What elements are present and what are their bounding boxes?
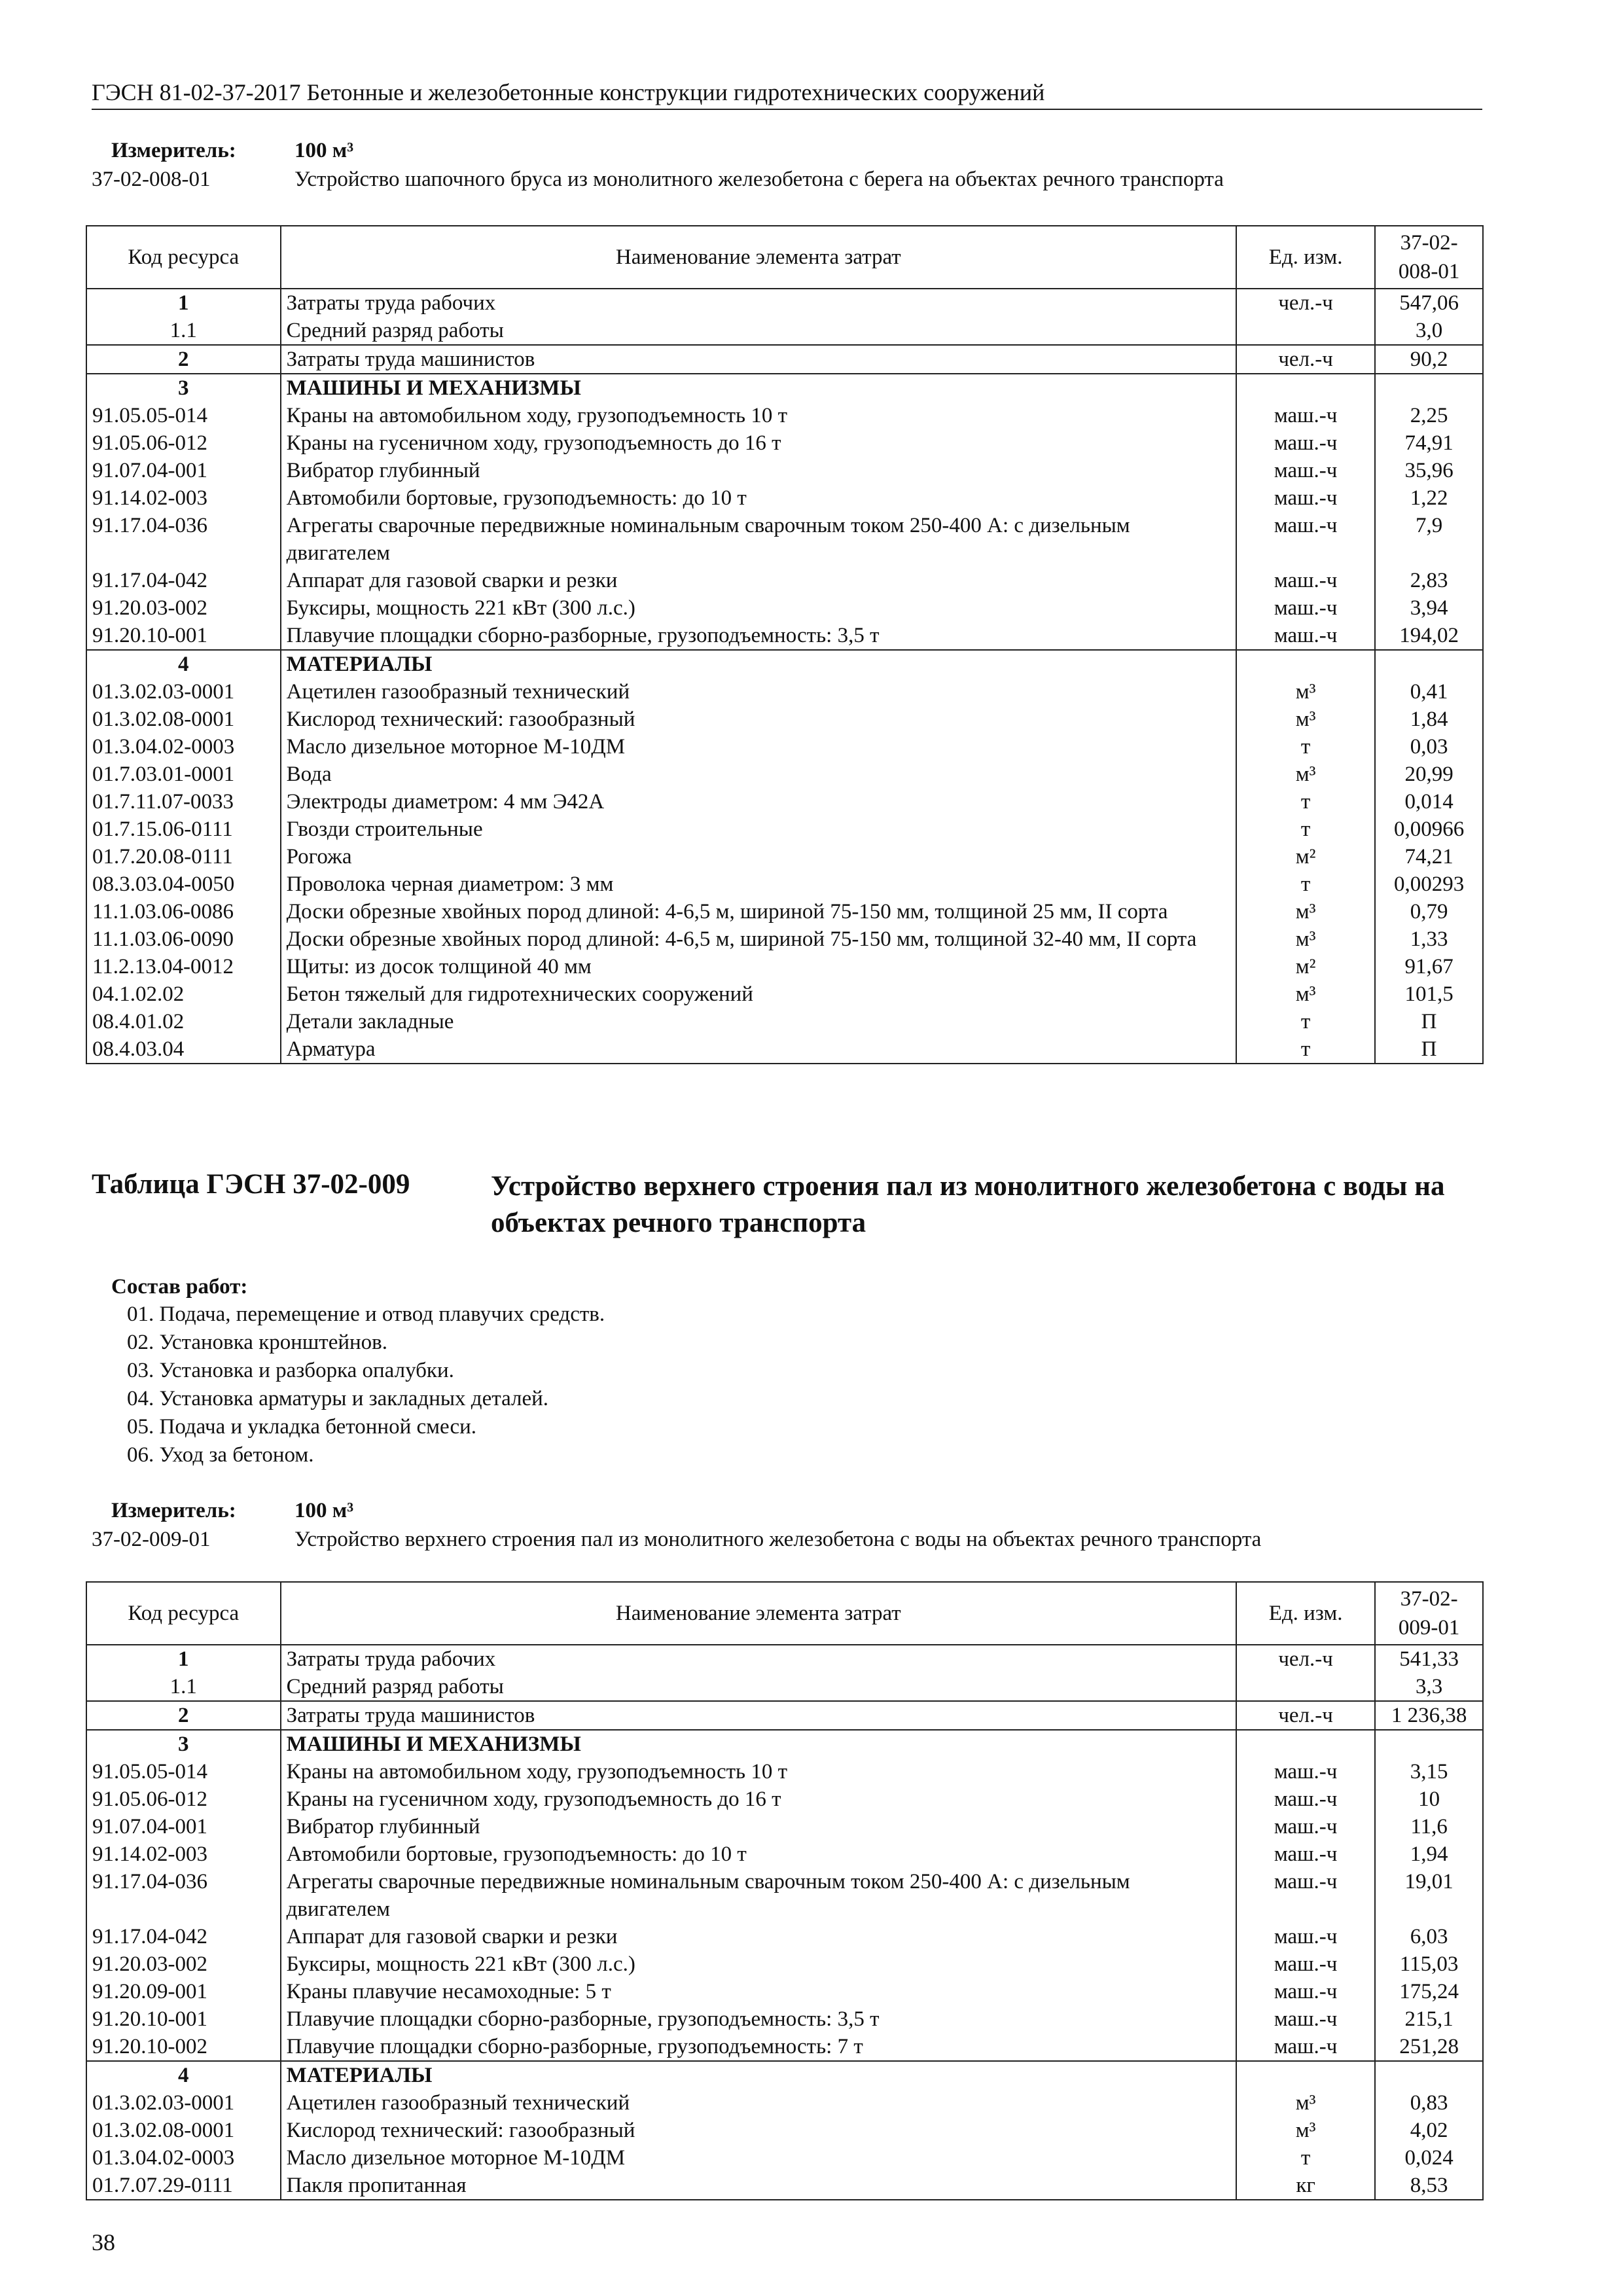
resource-name: Агрегаты сварочные передвижные номинальным сварочным током 250-400 А: с дизельным двигателем — [281, 1868, 1236, 1923]
resource-unit: чел.-ч — [1236, 1701, 1375, 1730]
resource-value: 0,79 — [1375, 898, 1483, 925]
resource-value: 1,94 — [1375, 1840, 1483, 1868]
resource-value: 3,3 — [1375, 1673, 1483, 1701]
col-header-name: Наименование элемента затрат — [281, 1582, 1236, 1645]
resource-unit: т — [1236, 733, 1375, 761]
resource-unit: маш.-ч — [1236, 1840, 1375, 1868]
meter-value: 100 м³ — [294, 139, 354, 162]
resource-unit: т — [1236, 816, 1375, 843]
resource-unit: чел.-ч — [1236, 345, 1375, 374]
resource-unit: маш.-ч — [1236, 402, 1375, 429]
resource-unit: маш.-ч — [1236, 1978, 1375, 2005]
resource-name: Средний разряд работы — [281, 1673, 1236, 1701]
resource-code: 08.4.01.02 — [86, 1008, 281, 1035]
resource-unit: м³ — [1236, 678, 1375, 706]
resource-name: Масло дизельное моторное М-10ДМ — [281, 733, 1236, 761]
resource-name: Гвозди строительные — [281, 816, 1236, 843]
table-row — [86, 2144, 1483, 2172]
resource-unit — [1236, 1730, 1375, 1758]
table-row — [86, 1758, 1483, 1785]
resource-code: 08.4.03.04 — [86, 1035, 281, 1064]
table-row — [86, 1730, 1483, 1758]
norm-description: Устройство верхнего строения пал из монолитного железобетона с воды на объектах речного транспорта — [294, 1528, 1262, 1551]
resource-value — [1375, 2061, 1483, 2089]
resource-code: 91.14.02-003 — [86, 484, 281, 512]
table-row — [86, 345, 1483, 374]
resource-code: 01.7.11.07-0033 — [86, 788, 281, 816]
resource-value: 547,06 — [1375, 289, 1483, 317]
resource-code: 1 — [86, 1645, 281, 1673]
norm-code: 37-02-008-01 — [92, 168, 211, 191]
col-header-norm: 37-02-008-01 — [1375, 226, 1483, 289]
resource-value: 175,24 — [1375, 1978, 1483, 2005]
resource-value: 91,67 — [1375, 953, 1483, 980]
resource-unit: м³ — [1236, 898, 1375, 925]
resource-name: Проволока черная диаметром: 3 мм — [281, 870, 1236, 898]
resource-value: 74,21 — [1375, 843, 1483, 870]
resource-value — [1375, 650, 1483, 678]
table-row — [86, 980, 1483, 1008]
resource-name: Автомобили бортовые, грузоподъемность: до 10 т — [281, 1840, 1236, 1868]
resource-unit — [1236, 650, 1375, 678]
col-header-code: Код ресурса — [86, 1582, 281, 1645]
table-row — [86, 898, 1483, 925]
resource-code: 01.3.04.02-0003 — [86, 2144, 281, 2172]
resource-table-1 — [86, 225, 1484, 1064]
resource-unit: м³ — [1236, 2089, 1375, 2117]
col-header-code: Код ресурса — [86, 226, 281, 289]
resource-value: 215,1 — [1375, 2005, 1483, 2033]
resource-code: 91.20.10-001 — [86, 622, 281, 650]
resource-value: 101,5 — [1375, 980, 1483, 1008]
resource-code: 91.17.04-042 — [86, 1923, 281, 1950]
table-row — [86, 429, 1483, 457]
resource-name: Автомобили бортовые, грузоподъемность: до 10 т — [281, 484, 1236, 512]
resource-name: Щиты: из досок толщиной 40 мм — [281, 953, 1236, 980]
resource-code: 1 — [86, 289, 281, 317]
resource-unit: т — [1236, 788, 1375, 816]
resource-value: 3,94 — [1375, 594, 1483, 622]
table-row — [86, 1950, 1483, 1978]
resource-code: 91.20.03-002 — [86, 1950, 281, 1978]
table-row — [86, 1813, 1483, 1840]
resource-value: П — [1375, 1008, 1483, 1035]
table-row — [86, 512, 1483, 567]
resource-name: Вибратор глубинный — [281, 1813, 1236, 1840]
table-row — [86, 289, 1483, 317]
work-item: 01. Подача, перемещение и отвод плавучих средств. — [127, 1302, 605, 1326]
resource-name: Плавучие площадки сборно-разборные, грузоподъемность: 3,5 т — [281, 622, 1236, 650]
resource-value: 11,6 — [1375, 1813, 1483, 1840]
resource-code: 91.05.05-014 — [86, 402, 281, 429]
resource-value: П — [1375, 1035, 1483, 1064]
table-row — [86, 953, 1483, 980]
resource-value: 541,33 — [1375, 1645, 1483, 1673]
resource-name: Краны на гусеничном ходу, грузоподъемность до 16 т — [281, 1785, 1236, 1813]
table-row — [86, 2117, 1483, 2144]
resource-unit: маш.-ч — [1236, 2033, 1375, 2061]
table-row — [86, 870, 1483, 898]
resource-value: 6,03 — [1375, 1923, 1483, 1950]
resource-code: 01.7.20.08-0111 — [86, 843, 281, 870]
resource-name: Детали закладные — [281, 1008, 1236, 1035]
table-row — [86, 1923, 1483, 1950]
norm-code: 37-02-009-01 — [92, 1528, 211, 1551]
work-item: 02. Установка кронштейнов. — [127, 1331, 388, 1354]
resource-value: 0,03 — [1375, 733, 1483, 761]
resource-code: 91.05.06-012 — [86, 1785, 281, 1813]
resource-code: 91.20.10-001 — [86, 2005, 281, 2033]
table-row — [86, 1008, 1483, 1035]
resource-unit: маш.-ч — [1236, 1785, 1375, 1813]
resource-value: 74,91 — [1375, 429, 1483, 457]
resource-name: Доски обрезные хвойных пород длиной: 4-6,5 м, шириной 75-150 мм, толщиной 25 мм, II сорта — [281, 898, 1236, 925]
resource-name: МАШИНЫ И МЕХАНИЗМЫ — [281, 1730, 1236, 1758]
resource-name: Краны на гусеничном ходу, грузоподъемность до 16 т — [281, 429, 1236, 457]
resource-name: МАТЕРИАЛЫ — [281, 2061, 1236, 2089]
meter-label: Измеритель: — [111, 1499, 236, 1522]
resource-value: 2,83 — [1375, 567, 1483, 594]
resource-unit: маш.-ч — [1236, 1868, 1375, 1923]
resource-unit: т — [1236, 2144, 1375, 2172]
table-row — [86, 650, 1483, 678]
resource-name: Вода — [281, 761, 1236, 788]
resource-value: 1,84 — [1375, 706, 1483, 733]
resource-name: Арматура — [281, 1035, 1236, 1064]
resource-code: 91.20.03-002 — [86, 594, 281, 622]
resource-unit: м³ — [1236, 761, 1375, 788]
resource-unit: маш.-ч — [1236, 1923, 1375, 1950]
resource-value: 2,25 — [1375, 402, 1483, 429]
resource-code: 11.2.13.04-0012 — [86, 953, 281, 980]
table-row — [86, 1701, 1483, 1730]
resource-value: 0,024 — [1375, 2144, 1483, 2172]
table-row — [86, 678, 1483, 706]
table-row — [86, 374, 1483, 402]
resource-code: 91.14.02-003 — [86, 1840, 281, 1868]
resource-value — [1375, 374, 1483, 402]
resource-unit: м² — [1236, 843, 1375, 870]
resource-unit: маш.-ч — [1236, 1758, 1375, 1785]
resource-name: Пакля пропитанная — [281, 2172, 1236, 2200]
resource-value: 8,53 — [1375, 2172, 1483, 2200]
resource-code: 4 — [86, 650, 281, 678]
resource-code: 91.07.04-001 — [86, 457, 281, 484]
resource-name: Затраты труда рабочих — [281, 1645, 1236, 1673]
resource-code: 01.7.15.06-0111 — [86, 816, 281, 843]
table-row — [86, 2005, 1483, 2033]
resource-code: 01.7.03.01-0001 — [86, 761, 281, 788]
resource-code: 91.17.04-042 — [86, 567, 281, 594]
resource-name: Затраты труда машинистов — [281, 1701, 1236, 1730]
resource-value: 251,28 — [1375, 2033, 1483, 2061]
resource-name: Кислород технический: газообразный — [281, 706, 1236, 733]
table-row — [86, 706, 1483, 733]
resource-code: 91.05.06-012 — [86, 429, 281, 457]
resource-unit: маш.-ч — [1236, 1950, 1375, 1978]
resource-value: 194,02 — [1375, 622, 1483, 650]
resource-unit: маш.-ч — [1236, 622, 1375, 650]
norm-description: Устройство шапочного бруса из монолитного железобетона с берега на объектах речного транспорта — [294, 168, 1224, 191]
resource-name: Кислород технический: газообразный — [281, 2117, 1236, 2144]
resource-name: Масло дизельное моторное М-10ДМ — [281, 2144, 1236, 2172]
table-row — [86, 2172, 1483, 2200]
resource-name: Агрегаты сварочные передвижные номинальным сварочным током 250-400 А: с дизельным двигателем — [281, 512, 1236, 567]
table-row — [86, 816, 1483, 843]
resource-name: Средний разряд работы — [281, 317, 1236, 345]
resource-unit: маш.-ч — [1236, 2005, 1375, 2033]
resource-name: Краны плавучие несамоходные: 5 т — [281, 1978, 1236, 2005]
resource-value: 0,41 — [1375, 678, 1483, 706]
resource-unit — [1236, 374, 1375, 402]
meter-value: 100 м³ — [294, 1499, 354, 1522]
resource-name: Плавучие площадки сборно-разборные, грузоподъемность: 7 т — [281, 2033, 1236, 2061]
resource-name: Затраты труда машинистов — [281, 345, 1236, 374]
table-title-name: Устройство верхнего строения пал из монолитного железобетона с воды на объектах речного транспорта — [491, 1171, 1445, 1238]
resource-name: МАТЕРИАЛЫ — [281, 650, 1236, 678]
col-header-norm: 37-02-009-01 — [1375, 1582, 1483, 1645]
resource-unit: т — [1236, 1008, 1375, 1035]
resource-code: 1.1 — [86, 317, 281, 345]
col-header-unit: Ед. изм. — [1236, 226, 1375, 289]
resource-name: Ацетилен газообразный технический — [281, 678, 1236, 706]
resource-name: Краны на автомобильном ходу, грузоподъемность 10 т — [281, 402, 1236, 429]
col-header-unit: Ед. изм. — [1236, 1582, 1375, 1645]
table-row — [86, 1035, 1483, 1064]
resource-name: Ацетилен газообразный технический — [281, 2089, 1236, 2117]
resource-code: 4 — [86, 2061, 281, 2089]
resource-code: 91.17.04-036 — [86, 512, 281, 567]
resource-value: 4,02 — [1375, 2117, 1483, 2144]
resource-name: Доски обрезные хвойных пород длиной: 4-6,5 м, шириной 75-150 мм, толщиной 32-40 мм, II сорта — [281, 925, 1236, 953]
table-row — [86, 2089, 1483, 2117]
table-row — [86, 1868, 1483, 1923]
table-title-code: Таблица ГЭСН 37-02-009 — [92, 1169, 410, 1200]
resource-unit — [1236, 1673, 1375, 1701]
resource-value: 3,0 — [1375, 317, 1483, 345]
table-row — [86, 788, 1483, 816]
work-composition — [111, 1273, 605, 1469]
resource-unit: маш.-ч — [1236, 429, 1375, 457]
resource-value: 20,99 — [1375, 761, 1483, 788]
resource-name: Рогожа — [281, 843, 1236, 870]
resource-code: 2 — [86, 1701, 281, 1730]
resource-name: Бетон тяжелый для гидротехнических сооружений — [281, 980, 1236, 1008]
page-number: 38 — [92, 2229, 115, 2255]
table-row — [86, 457, 1483, 484]
table-row — [86, 567, 1483, 594]
resource-code: 91.05.05-014 — [86, 1758, 281, 1785]
table-row — [86, 594, 1483, 622]
resource-code: 3 — [86, 374, 281, 402]
resource-unit: м³ — [1236, 925, 1375, 953]
resource-value: 1 236,38 — [1375, 1701, 1483, 1730]
resource-code: 01.3.02.08-0001 — [86, 2117, 281, 2144]
resource-unit: маш.-ч — [1236, 1813, 1375, 1840]
table-row — [86, 1840, 1483, 1868]
resource-code: 91.20.10-002 — [86, 2033, 281, 2061]
resource-unit — [1236, 2061, 1375, 2089]
resource-code: 91.07.04-001 — [86, 1813, 281, 1840]
resource-name: Буксиры, мощность 221 кВт (300 л.с.) — [281, 1950, 1236, 1978]
resource-code: 2 — [86, 345, 281, 374]
resource-unit: м³ — [1236, 706, 1375, 733]
resource-unit: маш.-ч — [1236, 484, 1375, 512]
table-row — [86, 1673, 1483, 1701]
resource-value: 35,96 — [1375, 457, 1483, 484]
resource-unit: т — [1236, 870, 1375, 898]
resource-code: 04.1.02.02 — [86, 980, 281, 1008]
resource-value: 115,03 — [1375, 1950, 1483, 1978]
resource-code: 08.3.03.04-0050 — [86, 870, 281, 898]
resource-value: 19,01 — [1375, 1868, 1483, 1923]
resource-code: 01.7.07.29-0111 — [86, 2172, 281, 2200]
meter-label: Измеритель: — [111, 139, 236, 162]
resource-unit: т — [1236, 1035, 1375, 1064]
resource-name: Вибратор глубинный — [281, 457, 1236, 484]
resource-code: 1.1 — [86, 1673, 281, 1701]
resource-name: Затраты труда рабочих — [281, 289, 1236, 317]
table-row — [86, 1785, 1483, 1813]
resource-value: 7,9 — [1375, 512, 1483, 567]
resource-code: 3 — [86, 1730, 281, 1758]
resource-name: МАШИНЫ И МЕХАНИЗМЫ — [281, 374, 1236, 402]
resource-code: 01.3.02.03-0001 — [86, 2089, 281, 2117]
resource-value: 0,00293 — [1375, 870, 1483, 898]
col-header-name: Наименование элемента затрат — [281, 226, 1236, 289]
resource-code: 01.3.02.03-0001 — [86, 678, 281, 706]
table-row — [86, 402, 1483, 429]
resource-code: 91.20.09-001 — [86, 1978, 281, 2005]
resource-code: 11.1.03.06-0090 — [86, 925, 281, 953]
resource-name: Плавучие площадки сборно-разборные, грузоподъемность: 3,5 т — [281, 2005, 1236, 2033]
table-row — [86, 761, 1483, 788]
page-header: ГЭСН 81-02-37-2017 Бетонные и железобетонные конструкции гидротехнических сооружений — [92, 79, 1482, 110]
resource-value: 90,2 — [1375, 345, 1483, 374]
resource-unit: маш.-ч — [1236, 512, 1375, 567]
work-item: 05. Подача и укладка бетонной смеси. — [127, 1415, 477, 1439]
resource-code: 01.3.04.02-0003 — [86, 733, 281, 761]
resource-unit: маш.-ч — [1236, 567, 1375, 594]
resource-value: 10 — [1375, 1785, 1483, 1813]
table-row — [86, 925, 1483, 953]
resource-unit: чел.-ч — [1236, 289, 1375, 317]
table-row — [86, 317, 1483, 345]
table-row — [86, 484, 1483, 512]
resource-unit: м³ — [1236, 980, 1375, 1008]
work-item: 03. Установка и разборка опалубки. — [127, 1359, 454, 1382]
resource-unit: маш.-ч — [1236, 594, 1375, 622]
resource-name: Электроды диаметром: 4 мм Э42А — [281, 788, 1236, 816]
resource-unit: маш.-ч — [1236, 457, 1375, 484]
resource-unit: м³ — [1236, 2117, 1375, 2144]
table-row — [86, 1645, 1483, 1673]
resource-name: Аппарат для газовой сварки и резки — [281, 1923, 1236, 1950]
resource-code: 11.1.03.06-0086 — [86, 898, 281, 925]
resource-value: 3,15 — [1375, 1758, 1483, 1785]
table-row — [86, 2061, 1483, 2089]
resource-value — [1375, 1730, 1483, 1758]
work-composition-title: Состав работ: — [111, 1275, 248, 1299]
resource-unit: чел.-ч — [1236, 1645, 1375, 1673]
resource-value: 0,00966 — [1375, 816, 1483, 843]
resource-name: Аппарат для газовой сварки и резки — [281, 567, 1236, 594]
resource-code: 01.3.02.08-0001 — [86, 706, 281, 733]
table-row — [86, 1978, 1483, 2005]
resource-value: 0,83 — [1375, 2089, 1483, 2117]
resource-name: Краны на автомобильном ходу, грузоподъемность 10 т — [281, 1758, 1236, 1785]
resource-value: 0,014 — [1375, 788, 1483, 816]
resource-unit — [1236, 317, 1375, 345]
resource-code: 91.17.04-036 — [86, 1868, 281, 1923]
table-row — [86, 622, 1483, 650]
table-row — [86, 2033, 1483, 2061]
table-row — [86, 733, 1483, 761]
table-row — [86, 843, 1483, 870]
resource-unit: м² — [1236, 953, 1375, 980]
resource-unit: кг — [1236, 2172, 1375, 2200]
resource-value: 1,33 — [1375, 925, 1483, 953]
work-item: 06. Уход за бетоном. — [127, 1443, 314, 1467]
resource-name: Буксиры, мощность 221 кВт (300 л.с.) — [281, 594, 1236, 622]
work-item: 04. Установка арматуры и закладных деталей. — [127, 1387, 549, 1410]
resource-value: 1,22 — [1375, 484, 1483, 512]
resource-table-2 — [86, 1581, 1484, 2200]
